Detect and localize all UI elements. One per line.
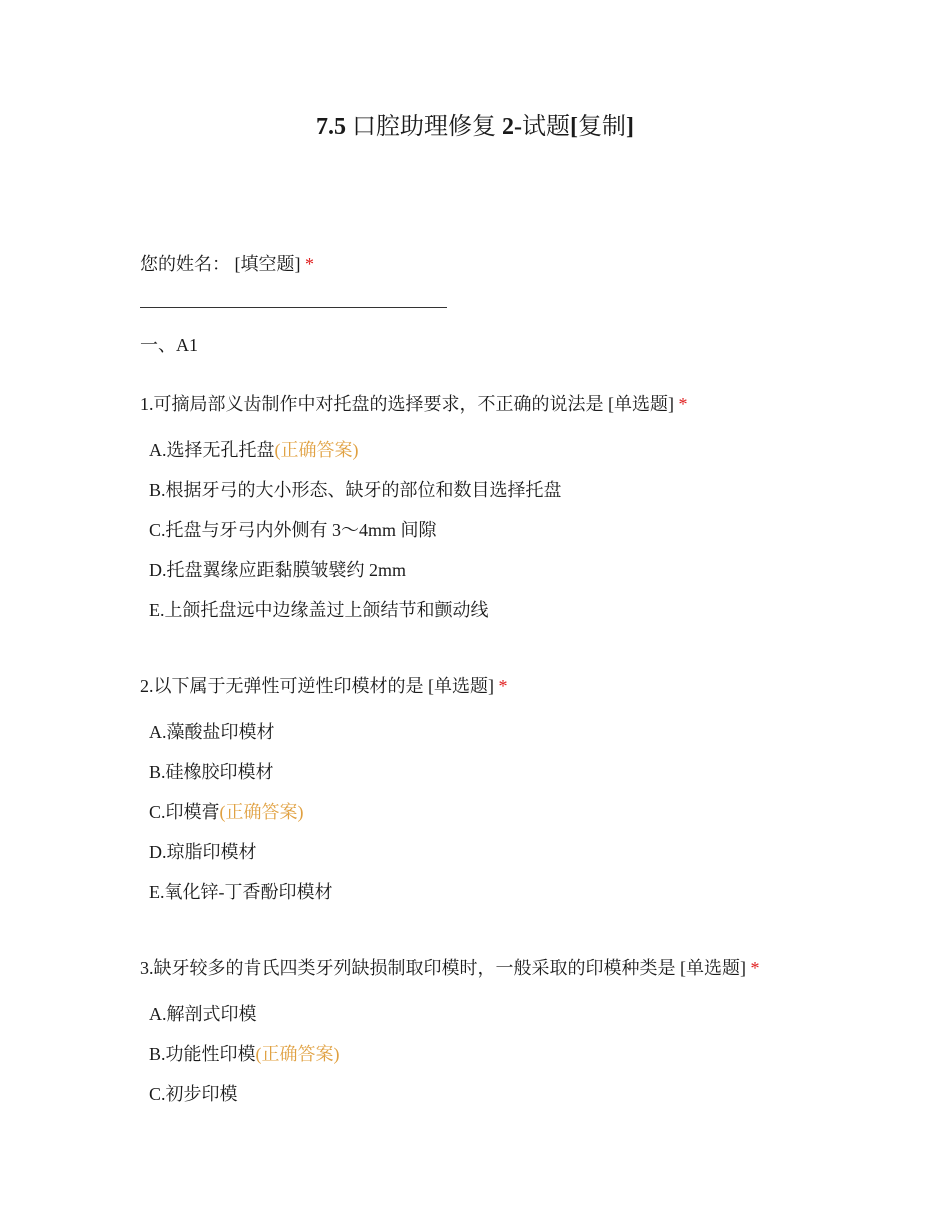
question-text: 1.可摘局部义齿制作中对托盘的选择要求，不正确的说法是	[140, 394, 604, 414]
required-mark: *	[305, 254, 314, 274]
q3-option-c[interactable]: C.初步印模	[149, 1084, 238, 1104]
question-1	[140, 392, 688, 416]
question-type: [单选题]	[608, 394, 674, 414]
q1-option-b[interactable]: B.根据牙弓的大小形态、缺牙的部位和数目选择托盘	[149, 480, 562, 500]
required-mark: *	[750, 958, 760, 978]
correct-answer-tag: (正确答案)	[255, 1044, 340, 1064]
question-text: 2.以下属于无弹性可逆性印模材的是	[140, 676, 424, 696]
required-mark: *	[498, 676, 508, 696]
question-type: [单选题]	[680, 958, 746, 978]
q3-option-a[interactable]: A.解剖式印模	[149, 1004, 257, 1024]
q1-option-c[interactable]: C.托盘与牙弓内外侧有 3～4mm 间隙	[149, 520, 437, 540]
question-type: [填空题]	[234, 254, 301, 274]
page-title: 7.5 口腔助理修复 2-试题[复制]	[316, 114, 634, 140]
q1-option-a[interactable]: A.选择无孔托盘(正确答案)	[149, 440, 359, 460]
q1-option-e[interactable]: E.上颌托盘远中边缘盖过上颌结节和颤动线	[149, 600, 489, 620]
question-3	[140, 956, 760, 980]
correct-answer-tag: (正确答案)	[219, 802, 304, 822]
q1-option-d[interactable]: D.托盘翼缘应距黏膜皱襞约 2mm	[149, 560, 406, 580]
question-text: 3.缺牙较多的肯氏四类牙列缺损制取印模时，一般采取的印模种类是	[140, 958, 676, 978]
question-type: [单选题]	[428, 676, 494, 696]
question-2	[140, 674, 508, 698]
name-label: 您的姓名：	[140, 254, 230, 274]
correct-answer-tag: (正确答案)	[274, 440, 359, 460]
q2-option-d[interactable]: D.琼脂印模材	[149, 842, 257, 862]
q2-option-b[interactable]: B.硅橡胶印模材	[149, 762, 274, 782]
q2-option-a[interactable]: A.藻酸盐印模材	[149, 722, 275, 742]
name-question	[140, 252, 314, 276]
section-heading: 一、A1	[140, 335, 198, 355]
required-mark: *	[678, 394, 688, 414]
q2-option-e[interactable]: E.氧化锌-丁香酚印模材	[149, 882, 333, 902]
q2-option-c[interactable]: C.印模膏(正确答案)	[149, 802, 304, 822]
name-input-line[interactable]	[140, 307, 447, 308]
q3-option-b[interactable]: B.功能性印模(正确答案)	[149, 1044, 340, 1064]
